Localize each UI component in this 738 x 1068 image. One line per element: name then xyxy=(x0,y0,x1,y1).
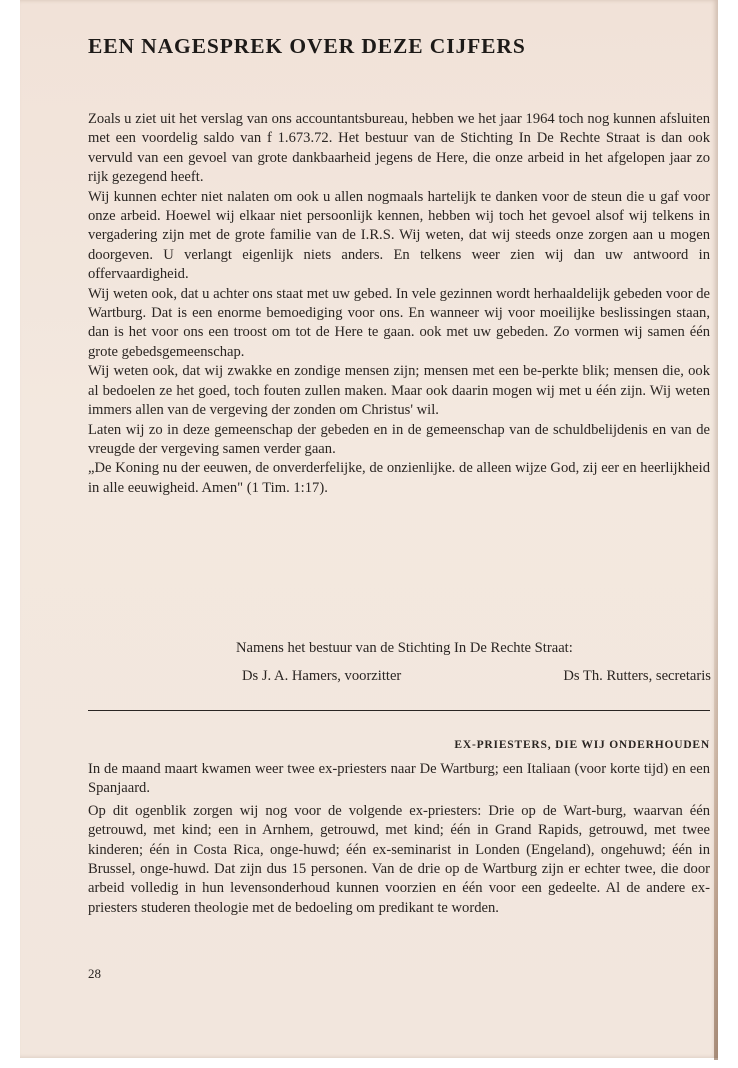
paragraph: Wij weten ook, dat wij zwakke en zondige mensen zijn; mensen met een be-perkte blik; mensen die, ook al bedoelen ze het goed, toch fouten zullen maken. Maar ook daarin mogen wij met u één zijn. Wij weten immers allen van de vergeving der zonden om Christus' wil. xyxy=(88,363,710,419)
page-spine-shadow xyxy=(714,560,718,1060)
paragraph: Wij weten ook, dat u achter ons staat met uw gebed. In vele gezinnen wordt herhaaldelijk gebeden voor de Wartburg. Dat is een enorme bemoediging voor ons. En wanneer wij voor moeilijke beslissingen staan, dan is het voor ons een troost om tot de Here te gaan. ook met uw gebeden. Zo vormen wij samen één grote gebedsgemeenschap. xyxy=(88,285,710,360)
paragraph: Wij kunnen echter niet nalaten om ook u allen nogmaals hartelijk te danken voor de steun die u gaf voor onze arbeid. Hoewel wij elkaar niet persoonlijk kennen, hebben wij toch het gevoel alsof wij telkens in vergadering zijn met de grote familie van de I.R.S. Wij weten, dat wij steeds onze zorgen aan u mogen doorgeven. U verlangt eigenlijk niets anders. En telkens weer zien wij dan uw antwoord in offervaardigheid. xyxy=(88,188,710,283)
article-title: EEN NAGESPREK OVER DEZE CIJFERS xyxy=(88,34,526,58)
signature-names xyxy=(242,668,711,685)
signature-intro: Namens het bestuur van de Stichting In De Rechte Straat: xyxy=(236,640,573,656)
page-number: 28 xyxy=(88,966,101,981)
paragraph: Op dit ogenblik zorgen wij nog voor de volgende ex-priesters: Drie op de Wart-burg, waarvan één getrouwd, met kind; een in Arnhem, getrouwd, met kind; één in Grand Rapids, getrouwd, met twee kinderen; één in Costa Rica, onge-huwd; één ex-seminarist in Londen (Engeland), ongehuwd; één in Brussel, onge-huwd. Dat zijn dus 15 personen. Van de drie op de Wartburg zijn er echter twee, die door arbeid volledig in hun levensonderhoud kunnen voorzien en één voor een gedeelte. Al de andere ex-priesters studeren theologie met de bedoeling om predikant te worden. xyxy=(88,802,710,916)
section-heading: EX-PRIESTERS, DIE WIJ ONDERHOUDEN xyxy=(454,739,710,751)
signature-secretary: Ds Th. Rutters, secretaris xyxy=(563,668,711,684)
paragraph: Zoals u ziet uit het verslag van ons accountantsbureau, hebben we het jaar 1964 toch nog kunnen afsluiten met een voordelig saldo van f 1.673.72. Het bestuur van de Stichting In De Rechte Straat is dan ook vervuld van een gevoel van grote dankbaarheid jegens de Here, die onze arbeid in het afgelopen jaar zo rijk gezegend heeft. xyxy=(88,111,710,186)
paragraph: Laten wij zo in deze gemeenschap der gebeden en in de gemeenschap van de schuldbelijdenis en van de vreugde der vergeving samen verder gaan. xyxy=(88,421,710,457)
signature-chair: Ds J. A. Hamers, voorzitter xyxy=(242,668,402,684)
section-divider xyxy=(88,710,710,711)
paragraph-quote: „De Koning nu der eeuwen, de onverderfelijke, de onzienlijke. de alleen wijze God, zij eer en heerlijkheid in alle eeuwigheid. Amen" (1 Tim. 1:17). xyxy=(88,460,710,496)
paragraph: In de maand maart kwamen weer twee ex-priesters naar De Wartburg; een Italiaan (voor korte tijd) en een Spanjaard. xyxy=(88,761,710,797)
book-page xyxy=(20,0,718,1058)
section-body xyxy=(88,760,710,918)
article-body xyxy=(88,110,710,498)
